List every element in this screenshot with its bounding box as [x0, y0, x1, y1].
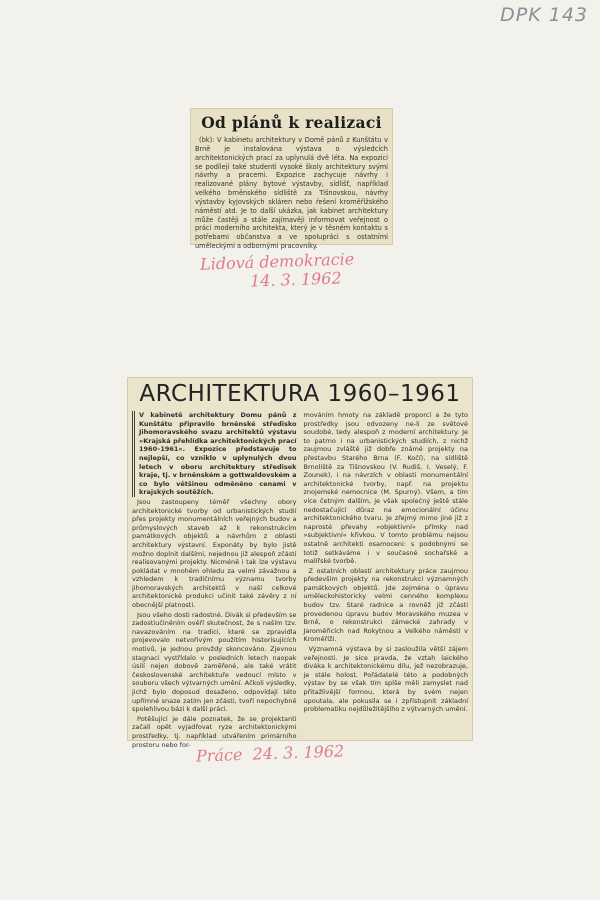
clipping2-paragraph: Významná výstava by si zasloužila větší zájem veřejnosti. Je sice pravda, že vztah laického diváka k architektonickému dílu, jež nezobrazuje, je stále holost. Pořádatelé této a podobných výstav by se však tím spíše měli zamyslet nad přitažlivější formou, která by svém nejen upoutala, ale pokusila se i zpřístupnit základní problematiku nejdůležitějšího z výtvarných umění. — [303, 645, 468, 714]
clipping2-column-2 — [304, 411, 469, 737]
clipping2-paragraph: Jsou všeho dosti radostné. Divák si především se zadostiučiněním ověří skutečnost, že s naším tzv. navazováním na tradici, které se zpravidla projevovalo netvořivým použitím historisujících motivů, je jednou provždy skoncováno. Zjevnou stagnaci vystřídalo v posledních letech naopak úsilí nejen dobově zaměřené, ale také vrátit československé architektuře vedoucí místo v souboru všech výtvarných umění. Ačkoli výsledky, jichž bylo doposud dosaženo, odpovídají této upřímné snaze zatím jen zčásti, tvoří nepochybně spolehlivou bázi k další práci. — [132, 610, 297, 714]
newspaper-clipping-1 — [190, 108, 393, 251]
clipping2-paragraph: mováním hmoty na základě proporcí a že tyto prostředky jsou odvozeny ne-li ze světové soudobé, tedy alespoň z moderní architektury. Je to patrno i na urbanistických studiích, z nichž zaujmou zvláště již dobře známé projekty na přestavbu Starého Brna (F. Kočí), na sídliště Brnoliště za Tišnovskou (V. Rudiš, I. Veselý, F. Zounek), i na návrzích v oblasti monumentální architektonické tvorby, např. na projektu znojemské nemocnice (M. Spurný). Všem, a tím více četným dalším, je však společný ještě stále nedostačující důraz na emocionální účinu architektonického tvaru. Je zřejmý mimo jiné již z naprosté převahy »objektivní« přímky nad »subjektivní« křivkou. V tomto problému nejsou ostatně architekti osamoceni: s podobnými se totiž setkáváme i v současné sochařské a malířské tvorbě. — [303, 411, 468, 566]
clipping1-body: (bk): V kabinetu architektury v Domě pánů z Kunštátu v Brně je instalována výstava o výsledcích architektonických prací za uplynulá dvě léta. Na expozici se podílejí také studenti vysoké školy architektury svými návrhy a pracemi. Expozice zachycuje návrhy i realizované plány bytové výstavby, sídlišť, například velkého brněnského sídliště za Tišnovskou, návrhy výstavby kyjovských skláren nebo řešení kroměřížského náměstí atd. Je to další ukázka, jak kabinet architektury může častěji a stále zajímavěji informovat veřejnost o práci moderního architekta, který je v těsném kontaktu s potřebami občanstva a ve spolupráci s ostatními uměleckými a odbornými pracovníky. — [195, 136, 388, 251]
archive-mark: DPK 143 — [500, 4, 588, 26]
clipping2-date-note: 24. 3. 1962 — [252, 741, 345, 764]
clipping2-paragraph: Potěšující je dále poznatek, že se projektanti začali opět vyjadřovat ryze architektonickými prostředky, tj. například utvářením primárního prostoru nebo for- — [132, 714, 297, 749]
newspaper-clipping-2 — [127, 377, 473, 749]
clipping2-paragraph: Jsou zastoupeny téměř všechny obory architektonické tvorby od urbanistických studií přes projekty monumentálních veřejných budov a průmyslových staveb až k rekonstrukcím památkových objektů a návrhům z oblasti architektury výstavní. Exponáty by bylo jistě možno doplnit dalšími, nejednou již alespoň zčásti realisovanými projekty. Nicméně i tak lze výstavu pokládat v mnohém ohledu za velmi závažnou a vzhledem k tradičnímu významu tvorby jihomoravských architektů v naší celkové architektonické produkci učinit také závěry z ní obecnější platnosti. — [132, 497, 297, 610]
clipping2-column-1 — [132, 411, 297, 749]
clipping2-headline: ARCHITEKTURA 1960–1961 — [139, 381, 461, 407]
clipping2-source-note: Práce — [195, 744, 243, 766]
clipping1-headline: Od plánů k realizaci — [201, 113, 382, 132]
clipping2-lead: V kabinetě architektury Domu pánů z Kunštátu připravilo brněnské středisko Jihomoravského svazu architektů výstavu »Krajská přehlídka architektonických prací 1960–1961«. Expozice představuje to nejlepší, co vzniklo v uplynulých dvou letech v oboru architektury středisek kraje, tj. v brněnském a gottwaldovském a co bylo většinou odměněno cenami v krajských soutěžích. — [132, 411, 297, 497]
clipping1-date-note: 14. 3. 1962 — [249, 268, 342, 291]
clipping2-paragraph: Z ostatních oblastí architektury práce zaujmou především projekty na rekonstrukci významných památkových objektů. Jde zejména o úpravu uměleckohistoricky velmi cenného komplexu budov tzv. Staré radnice a rovněž již zčásti provedenou úpravu budov Moravského muzea v Brně, o rekonstrukci zámecké zahrady v Jaroměřicích nad Rokytnou a Velkého náměstí v Kroměříži. — [303, 566, 468, 644]
clipping2-source-date-note — [196, 741, 345, 765]
clipping1-source-note: Lidová demokracie — [199, 249, 355, 274]
